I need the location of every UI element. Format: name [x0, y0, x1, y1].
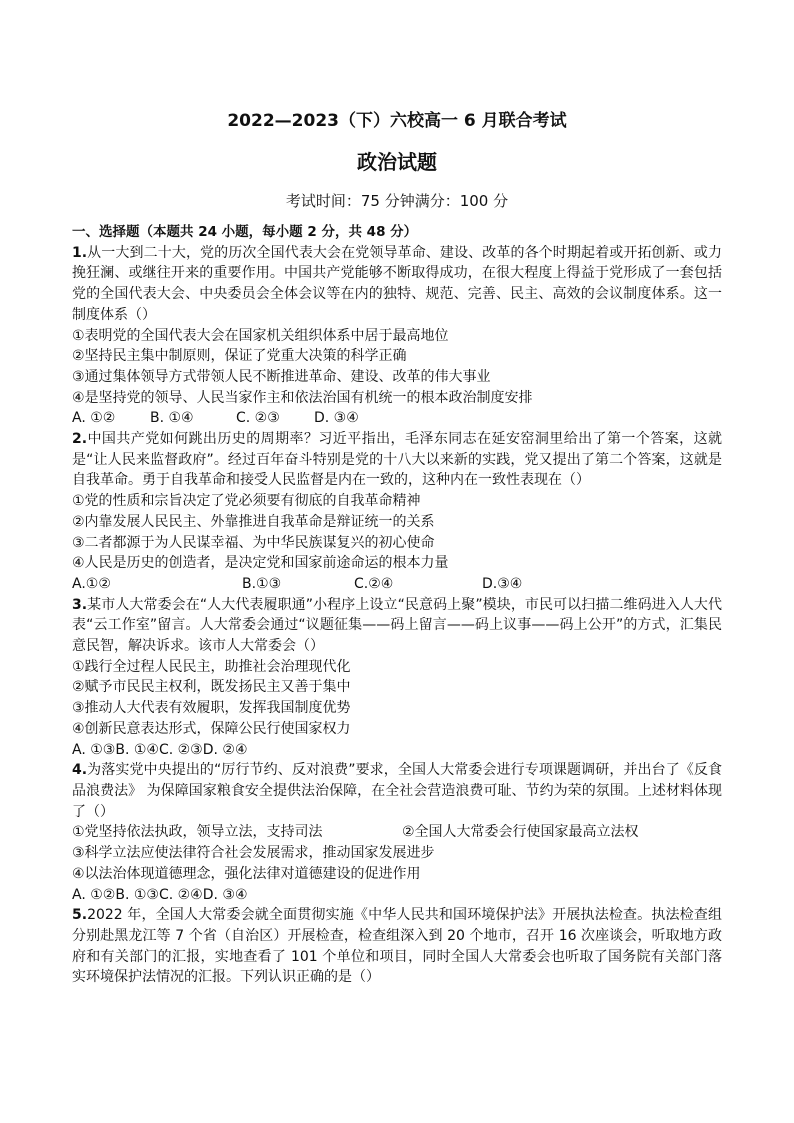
choice-b: B. ①④ — [150, 410, 194, 427]
exam-body — [72, 222, 722, 988]
option: ③科学立法应使法律符合社会发展需求，推动国家发展进步 — [72, 845, 435, 862]
option: ④是坚持党的领导、人民当家作主和依法治国有机统一的根本政治制度安排 — [72, 389, 533, 406]
choice-d: D.③④ — [482, 575, 523, 592]
option: ②内靠发展人民民主、外靠推进自我革命是辩证统一的关系 — [72, 513, 435, 530]
choice-c: C. ②③ — [236, 410, 280, 427]
exam-title: 2022—2023（下）六校高一 6 月联合考试 — [227, 111, 567, 131]
option-row — [72, 822, 722, 843]
option: ②坚持民主集中制原则，保证了党重大决策的科学正确 — [72, 348, 407, 365]
question-number: 3. — [72, 596, 88, 613]
answer-choices — [72, 574, 722, 595]
question-number: 1. — [72, 244, 88, 261]
question-number: 4. — [72, 762, 88, 779]
option: ②全国人大常委会行使国家最高立法权 — [402, 824, 639, 841]
answer-choices: A. ①②B. ①③C. ②④D. ③④ — [72, 886, 248, 903]
question-4 — [72, 760, 722, 822]
question-stem: 为落实党中央提出的“厉行节约、反对浪费”要求，全国人大常委会进行专项课题调研，并出台了《反食品浪费法》 为保障国家粮食安全提供法治保障，在全社会营造浪费可耻、节约为荣的氛围。上述材料体现了（） — [72, 762, 722, 820]
option: ④以法治体现道德理念，强化法律对道德建设的促进作用 — [72, 865, 421, 882]
choice-a: A. ①② — [72, 410, 116, 427]
option: ④创新民意表达形式，保障公民行使国家权力 — [72, 720, 351, 737]
question-number: 5. — [72, 907, 88, 924]
question-1 — [72, 243, 722, 326]
question-stem: 2022 年，全国人大常委会就全面贯彻实施《中华人民共和国环境保护法》开展执法检查。执法检查组分别赴黑龙江等 7 个省（自治区）开展检查，检查组深入到 20 个地市，召开 16 次座谈会，听取地方政府和有关部门的汇报，实地查看了 101 个单位和项目，同时全国人大常委会也听取了国务院有关部门落实环境保护法情况的汇报。下列认识正确的是（） — [72, 907, 722, 986]
question-5 — [72, 905, 722, 988]
option: ③通过集体领导方式带领人民不断推进革命、建设、改革的伟大事业 — [72, 368, 491, 385]
answer-choices: A. ①③B. ①④C. ②③D. ②④ — [72, 741, 248, 758]
option: ④人民是历史的创造者，是决定党和国家前途命运的根本力量 — [72, 555, 449, 572]
option: ①党的性质和宗旨决定了党必须要有彻底的自我革命精神 — [72, 493, 421, 510]
choice-b: B.①③ — [242, 575, 282, 592]
choice-d: D. ③④ — [314, 410, 359, 427]
question-number: 2. — [72, 431, 88, 448]
option: ③二者都源于为人民谋幸福、为中华民族谋复兴的初心使命 — [72, 534, 435, 551]
question-stem: 从一大到二十大，党的历次全国代表大会在党领导革命、建设、改革的各个时期起着或开拓创新、或力挽狂澜、或继往开来的重要作用。中国共产党能够不断取得成功，在很大程度上得益于党形成了一套包括党的全国代表大会、中央委员会全体会议等在内的独特、规范、完善、民主、高效的会议制度体系。这一制度体系（） — [72, 244, 722, 323]
option: ①表明党的全国代表大会在国家机关组织体系中居于最高地位 — [72, 327, 449, 344]
question-stem: 某市人大常委会在“人大代表履职通”小程序上设立“民意码上聚”模块，市民可以扫描二维码进入人大代表“云工作室”留言。人大常委会通过“议题征集——码上留言——码上议事——码上公开”的方式，汇集民意民智，解决诉求。该市人大常委会（） — [72, 596, 722, 655]
exam-meta: 考试时间：75 分钟满分：100 分 — [285, 192, 509, 210]
choice-c: C.②④ — [354, 575, 394, 592]
option: ②赋予市民民主权利，既发扬民主又善于集中 — [72, 679, 351, 696]
question-2 — [72, 429, 722, 491]
option: ①践行全过程人民民主，助推社会治理现代化 — [72, 658, 351, 675]
question-3 — [72, 595, 722, 657]
option: ③推动人大代表有效履职，发挥我国制度优势 — [72, 700, 351, 717]
choice-a: A.①② — [72, 575, 111, 592]
exam-subject: 政治试题 — [357, 150, 437, 174]
option: ①党坚持依法执政，领导立法，支持司法 — [72, 824, 323, 841]
question-stem: 中国共产党如何跳出历史的周期率？习近平指出，毛泽东同志在延安窑洞里给出了第一个答案，这就是“让人民来监督政府”。经过百年奋斗特别是党的十八大以来新的实践，党又提出了第二个答案，这就是自我革命。勇于自我革命和接受人民监督是内在一致的，这种内在一致性表现在（） — [72, 431, 722, 489]
answer-choices — [72, 408, 722, 429]
section-heading: 一、选择题（本题共 24 小题，每小题 2 分，共 48 分） — [72, 224, 418, 240]
